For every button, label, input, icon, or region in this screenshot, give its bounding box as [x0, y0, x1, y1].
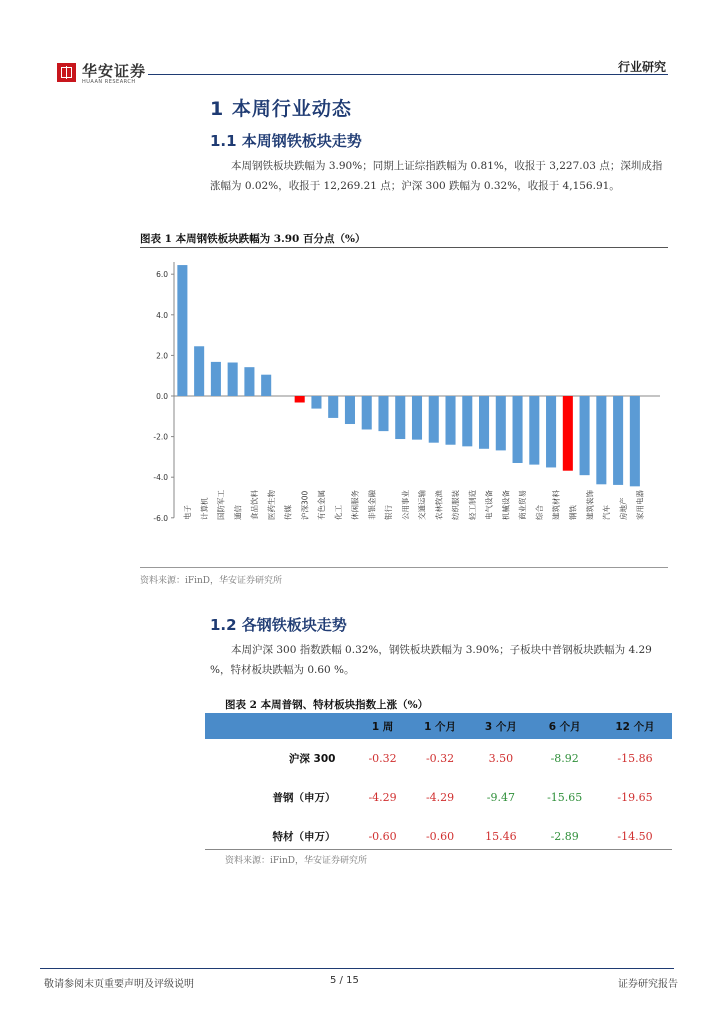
chart-bar [580, 396, 590, 475]
y-tick-label: -4.0 [153, 473, 168, 483]
table-cell: -15.86 [617, 752, 653, 765]
table-row [205, 817, 672, 856]
chart-bar [445, 396, 455, 445]
chart-bar [295, 396, 305, 402]
row-label: 特材（申万） [272, 831, 336, 843]
table-header-row [205, 713, 672, 739]
x-tick-label: 建筑材料 [551, 490, 561, 520]
x-tick-label: 综合 [534, 505, 544, 520]
x-tick-label: 银行 [384, 505, 394, 520]
table-cell: -4.29 [368, 791, 397, 804]
x-tick-label: 有色金属 [317, 490, 327, 520]
figure-1-bottom-rule [140, 567, 668, 568]
x-tick-label: 非银金融 [367, 490, 377, 520]
x-tick-label: 轻工制造 [467, 490, 477, 520]
chart-bar [496, 396, 506, 450]
table-cell: -2.89 [550, 830, 579, 843]
company-logo-text: 华安证券 [82, 62, 147, 80]
table-row [205, 739, 672, 778]
x-tick-label: 电子 [183, 505, 193, 520]
page-number: 5 / 15 [330, 975, 359, 986]
x-tick-label: 计算机 [199, 497, 209, 520]
footer-disclaimer: 敬请参阅末页重要声明及评级说明 [44, 979, 194, 990]
x-tick-label: 食品饮料 [250, 490, 260, 520]
table-row [205, 778, 672, 817]
chart-bar [613, 396, 623, 485]
chart-bar [311, 396, 321, 409]
chart-bar [479, 396, 489, 449]
chart-bar [563, 396, 573, 471]
table-cell: -8.92 [550, 752, 579, 765]
y-tick-label: 6.0 [156, 270, 168, 280]
table-cell: -0.60 [425, 830, 455, 843]
x-tick-label: 钢铁 [568, 505, 578, 520]
table-cell: -19.65 [617, 791, 653, 804]
chart-bar [244, 367, 254, 396]
table-cell: 15.46 [485, 830, 517, 843]
x-tick-label: 沪深300 [300, 490, 310, 520]
table-cell: -0.32 [425, 752, 455, 765]
x-tick-label: 机械设备 [501, 490, 511, 520]
subsection-title-1: 1.1 本周钢铁板块走势 [210, 132, 362, 150]
company-logo-subtext: HUAAN RESEARCH [82, 79, 136, 85]
table-cell: -0.60 [368, 830, 397, 843]
x-tick-label: 医药生物 [266, 490, 276, 520]
chart-bar [345, 396, 355, 424]
x-tick-label: 交通运输 [417, 490, 427, 520]
chart-bar [462, 396, 472, 446]
chart-bar [546, 396, 556, 467]
chart-bar [630, 396, 640, 486]
y-tick-label: -2.0 [153, 432, 168, 442]
table-cell: -9.47 [486, 791, 516, 804]
y-tick-label: 4.0 [156, 310, 168, 320]
chart-bar [395, 396, 405, 439]
chart-bar [194, 346, 204, 396]
table-cell: -4.29 [425, 791, 455, 804]
x-tick-label: 纺织服装 [451, 490, 461, 520]
y-tick-label: 0.0 [156, 392, 168, 401]
chart-bar [596, 396, 606, 484]
footer-divider [40, 968, 674, 969]
table-bottom-rule [205, 849, 672, 850]
footer-report-type: 证券研究报告 [618, 979, 678, 990]
subsection-2-paragraph: 本周沪深 300 指数跌幅 0.32%，钢铁板块跌幅为 3.90%；子板块中普钢板块跌幅为 4.29 %，特材板块跌幅为 0.60 %。 [210, 644, 652, 676]
table-header-cell: 3 个月 [470, 713, 531, 739]
y-tick-label: 2.0 [156, 351, 168, 361]
chart-bar [261, 375, 271, 396]
table-header-cell: 6 个月 [531, 713, 598, 739]
header-section-label: 行业研究 [617, 60, 666, 74]
subsection-title-2: 1.2 各钢铁板块走势 [210, 616, 347, 634]
row-label: 沪深 300 [288, 753, 336, 765]
chart-bar [362, 396, 372, 429]
x-tick-label: 商业贸易 [518, 490, 528, 520]
table-cell: 3.50 [488, 752, 514, 765]
chart-bar [513, 396, 523, 463]
x-tick-label: 房地产 [618, 497, 628, 520]
x-tick-label: 公用事业 [400, 490, 410, 520]
figure-2-source: 资料来源：iFinD，华安证券研究所 [225, 856, 368, 866]
subsection-1-paragraph: 本周钢铁板块跌幅为 3.90%；同期上证综指跌幅为 0.81%，收报于 3,227.03 点；深圳成指涨幅为 0.02%，收报于 12,269.21 点；沪深 300 跌幅为 0.32%，收报于 4,156.91。 [210, 160, 663, 192]
table-cell: -0.32 [368, 752, 397, 765]
x-tick-label: 家用电器 [635, 490, 645, 520]
x-tick-label: 通信 [233, 505, 243, 520]
chart-bar [228, 363, 238, 396]
header-divider [148, 74, 668, 75]
x-tick-label: 传媒 [283, 505, 293, 520]
figure-1-top-rule [140, 247, 668, 248]
chart-bar [211, 362, 221, 396]
x-tick-label: 建筑装饰 [585, 490, 595, 520]
figure-1-title: 图表 1 本周钢铁板块跌幅为 3.90 百分点（%） [140, 233, 366, 245]
table-header-cell: 1 个月 [410, 713, 471, 739]
chart-bar [328, 396, 338, 418]
figure-1-source: 资料来源：iFinD，华安证券研究所 [140, 576, 283, 586]
section-title: 1 本周行业动态 [210, 98, 352, 120]
table-cell: -15.65 [547, 791, 583, 804]
x-tick-label: 休闲服务 [350, 490, 360, 520]
x-tick-label: 农林牧渔 [434, 490, 444, 520]
company-logo-icon [57, 63, 76, 82]
chart-bar [378, 396, 388, 431]
chart-bar [412, 396, 422, 440]
x-tick-label: 化工 [333, 505, 343, 520]
chart-bar [177, 265, 187, 396]
x-tick-label: 国防军工 [216, 490, 226, 520]
table-header-cell: 1 周 [355, 713, 409, 739]
x-tick-label: 电气设备 [484, 490, 494, 520]
y-tick-label: -6.0 [153, 513, 168, 523]
table-cell: -14.50 [617, 830, 653, 843]
chart-bar [429, 396, 439, 443]
table-header-cell: 12 个月 [598, 713, 672, 739]
performance-table [205, 713, 672, 856]
figure-2-title: 图表 2 本周普钢、特材板块指数上涨（%） [225, 699, 429, 711]
x-tick-label: 汽车 [602, 505, 612, 520]
table-header-cell [205, 713, 355, 739]
row-label: 普钢（申万） [272, 792, 336, 804]
bar-chart [140, 252, 670, 566]
chart-bar [529, 396, 539, 465]
